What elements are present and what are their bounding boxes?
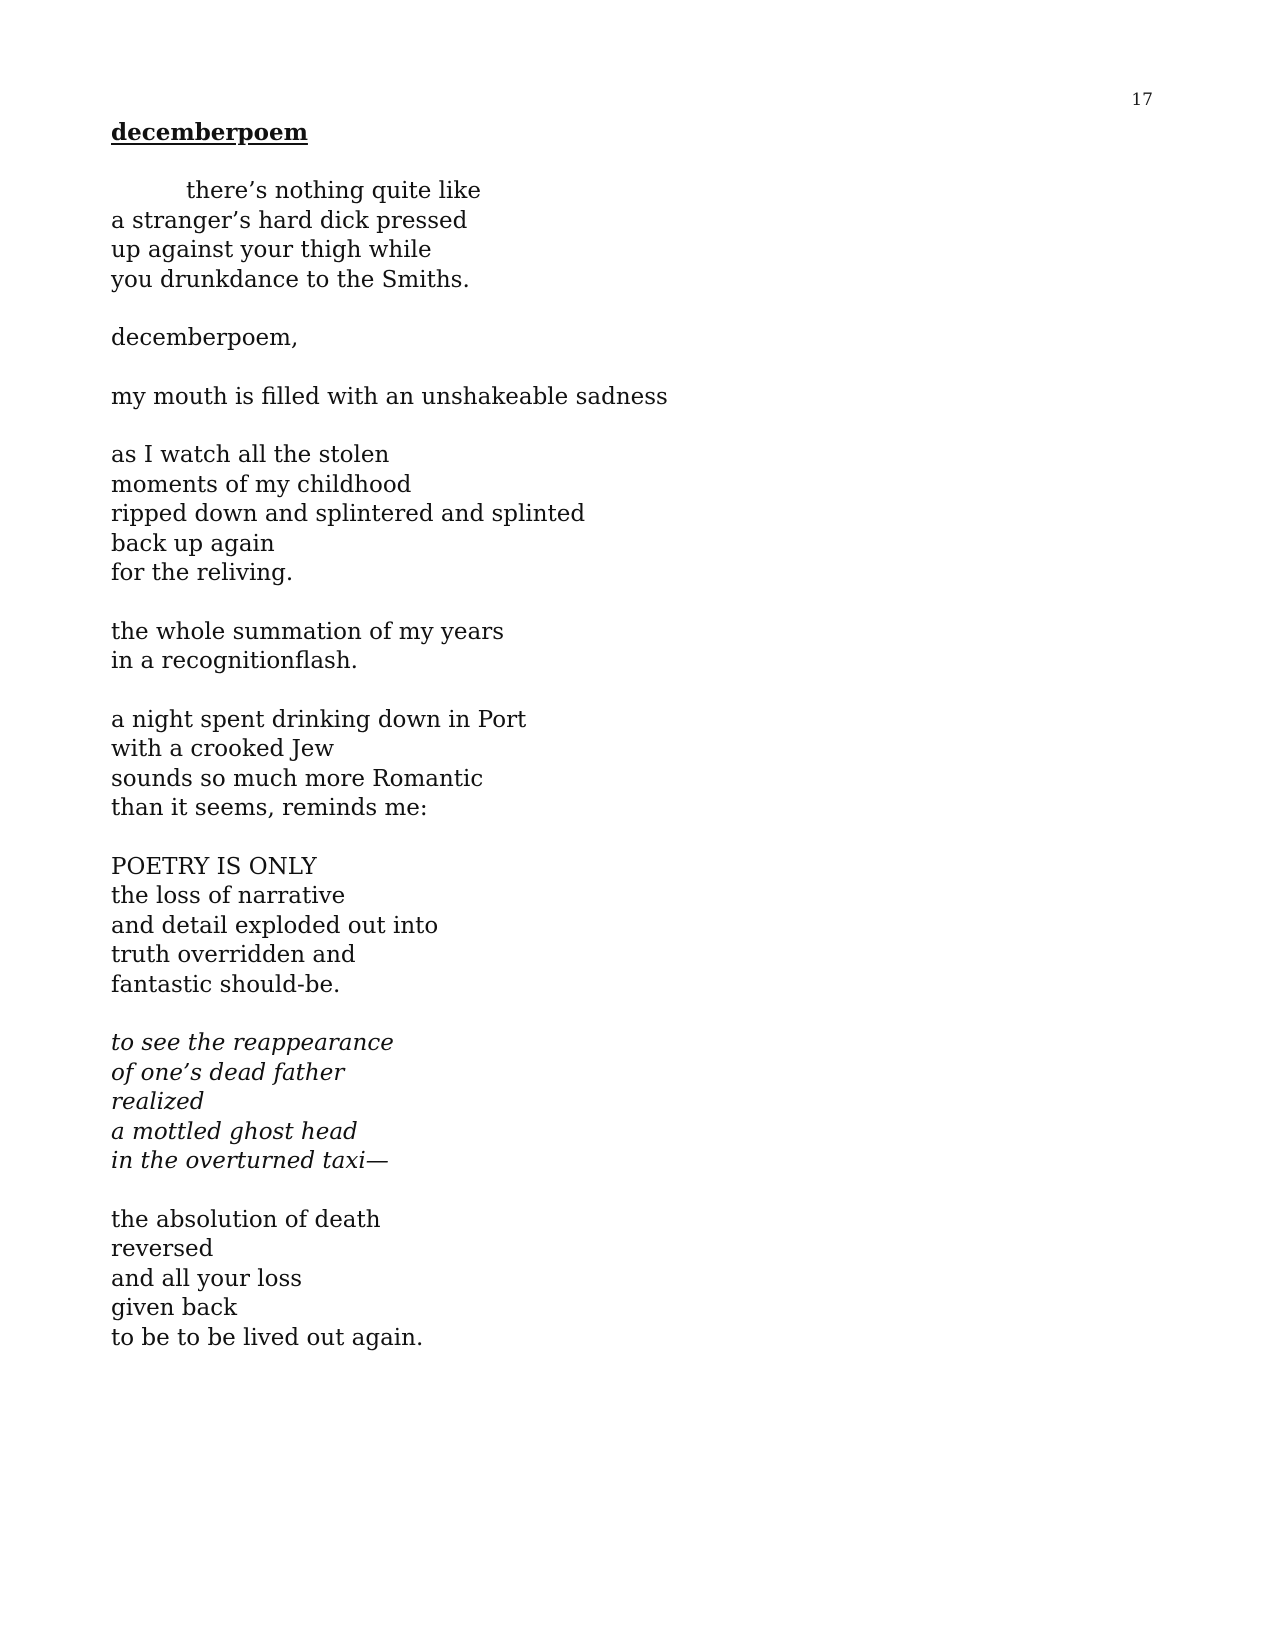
poem-line: in a recognitionflash. [111,648,358,674]
poem-line: to be to be lived out again. [111,1324,424,1351]
poem-line: the absolution of death [111,1206,381,1233]
poem-line: in the overturned taxi— [111,1148,389,1174]
poem-line: realized [111,1089,205,1115]
stanza-9 [111,1206,1111,1354]
stanza-6 [111,706,1111,824]
poem-line: up against your thigh while [111,237,432,263]
poem-line: and all your loss [111,1265,303,1292]
poem-line: sounds so much more Romantic [111,765,484,792]
poem-line: you drunkdance to the Smiths. [111,266,470,293]
page-number: 17 [1131,90,1153,110]
poem-line: a mottled ghost head [111,1118,358,1145]
poem-line: decemberpoem, [111,325,299,351]
poem-line: truth overridden and [111,942,356,968]
poem-line: ripped down and splintered and splinted [111,501,586,527]
poem-line: than it seems, reminds me: [111,795,428,821]
poem-title: decemberpoem [111,119,308,146]
poem-line: my mouth is filled with an unshakeable sadness [111,383,668,410]
poem-line: there’s nothing quite like [186,178,481,204]
poem-line: moments of my childhood [111,471,412,498]
poem-line: back up again [111,530,275,557]
poem-line: a night spent drinking down in Port [111,706,527,733]
poem-line: and detail exploded out into [111,912,439,939]
poem-line: reversed [111,1236,214,1262]
stanza-3 [111,383,1111,413]
poem-line: of one’s dead father [111,1059,345,1086]
poem-line: for the reliving. [111,560,294,586]
poem-line: POETRY IS ONLY [111,853,317,880]
poem [111,118,1111,1382]
stanza-5 [111,618,1111,677]
poem-line: the loss of narrative [111,883,346,909]
poem-line: fantastic should-be. [111,971,341,998]
poem-line: given back [111,1295,238,1321]
stanza-1 [111,177,1111,295]
poem-line: to see the reappearance [111,1030,394,1056]
poem-line: the whole summation of my years [111,618,505,645]
poem-line: a stranger’s hard dick pressed [111,207,468,234]
poem-line: as I watch all the stolen [111,442,390,468]
stanza-2 [111,324,1111,354]
stanza-7 [111,853,1111,1001]
stanza-8 [111,1029,1111,1177]
stanza-4 [111,441,1111,589]
poem-line: with a crooked Jew [111,736,335,762]
